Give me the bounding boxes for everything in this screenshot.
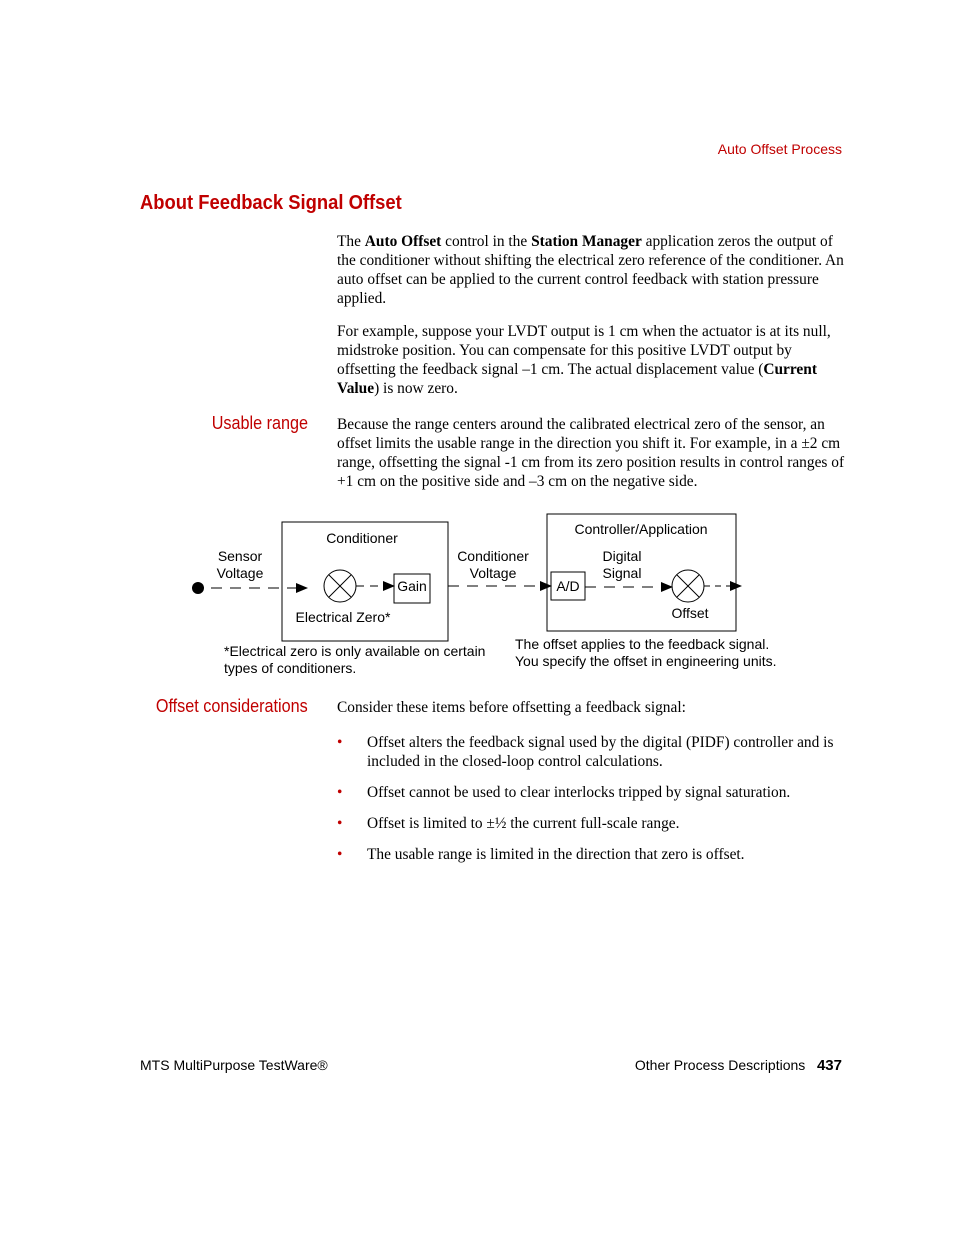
intro-paragraph-2: For example, suppose your LVDT output is 1 cm when the actuator is at its null, midstroke position. You can compensate for this positive LVDT output by offsetting the feedback signal –1 cm. The actual displacement value (Current Value) is now zero. xyxy=(337,323,831,397)
offset-considerations-intro: Consider these items before offsetting a feedback signal: xyxy=(337,699,686,716)
bullet-icon: • xyxy=(337,784,343,801)
offset-considerations-heading: Offset considerations xyxy=(156,696,308,716)
conditioner-voltage-label-1: Conditioner xyxy=(457,548,529,564)
list-item: • Offset cannot be used to clear interlocks tripped by signal saturation. xyxy=(337,784,791,801)
digital-signal-label-1: Digital xyxy=(602,548,642,564)
diagram-note-left: *Electrical zero is only available on certain types of conditioners. xyxy=(224,643,486,676)
conditioner-label: Conditioner xyxy=(326,530,398,546)
diagram-note-right: The offset applies to the feedback signal. You specify the offset in engineering units. xyxy=(515,636,777,669)
digital-signal-label-2: Signal xyxy=(602,565,642,581)
bullet-icon: • xyxy=(337,815,343,832)
footer-title: MTS MultiPurpose TestWare® xyxy=(140,1057,328,1073)
usable-range-paragraph: Because the range centers around the calibrated electrical zero of the sensor, an offset limits the usable range in the direction you shift it. For example, in a ±2 cm range, offsetting the signal -1 cm from its zero position results in control ranges of +1 cm on the positive side and –3 cm on the negative side. xyxy=(337,416,845,490)
sensor-voltage-label-2: Voltage xyxy=(216,565,264,581)
conditioner-voltage-label-2: Voltage xyxy=(469,565,517,581)
sensor-voltage-label-1: Sensor xyxy=(217,548,263,564)
footer-right xyxy=(635,1057,842,1074)
gain-label: Gain xyxy=(397,578,427,594)
bullet-icon: • xyxy=(337,734,343,751)
ad-label: A/D xyxy=(556,578,580,594)
list-item: • Offset alters the feedback signal used by the digital (PIDF) controller and is included in the closed-loop control calculations. xyxy=(337,734,834,770)
usable-range-heading: Usable range xyxy=(211,413,308,433)
electrical-zero-label: Electrical Zero* xyxy=(295,609,391,625)
footer-chapter: Other Process Descriptions xyxy=(634,1057,806,1073)
list-item: • Offset is limited to ±½ the current full-scale range. xyxy=(337,815,680,832)
bullet-icon: • xyxy=(337,846,343,863)
sensor-dot xyxy=(192,582,204,594)
section-title: About Feedback Signal Offset xyxy=(140,192,402,214)
controller-label: Controller/Application xyxy=(574,521,708,537)
list-item: • The usable range is limited in the direction that zero is offset. xyxy=(337,846,745,863)
running-head: Auto Offset Process xyxy=(717,141,842,157)
offset-label: Offset xyxy=(671,605,709,621)
offset-considerations-list xyxy=(337,733,847,876)
intro-paragraph-1: The Auto Offset control in the Station Manager application zeros the output of the conditioner without shifting the electrical zero reference of the conditioner. An auto offset can be applied to the current control feedback with station pressure applied. xyxy=(337,233,844,307)
page-number: 437 xyxy=(816,1057,842,1074)
